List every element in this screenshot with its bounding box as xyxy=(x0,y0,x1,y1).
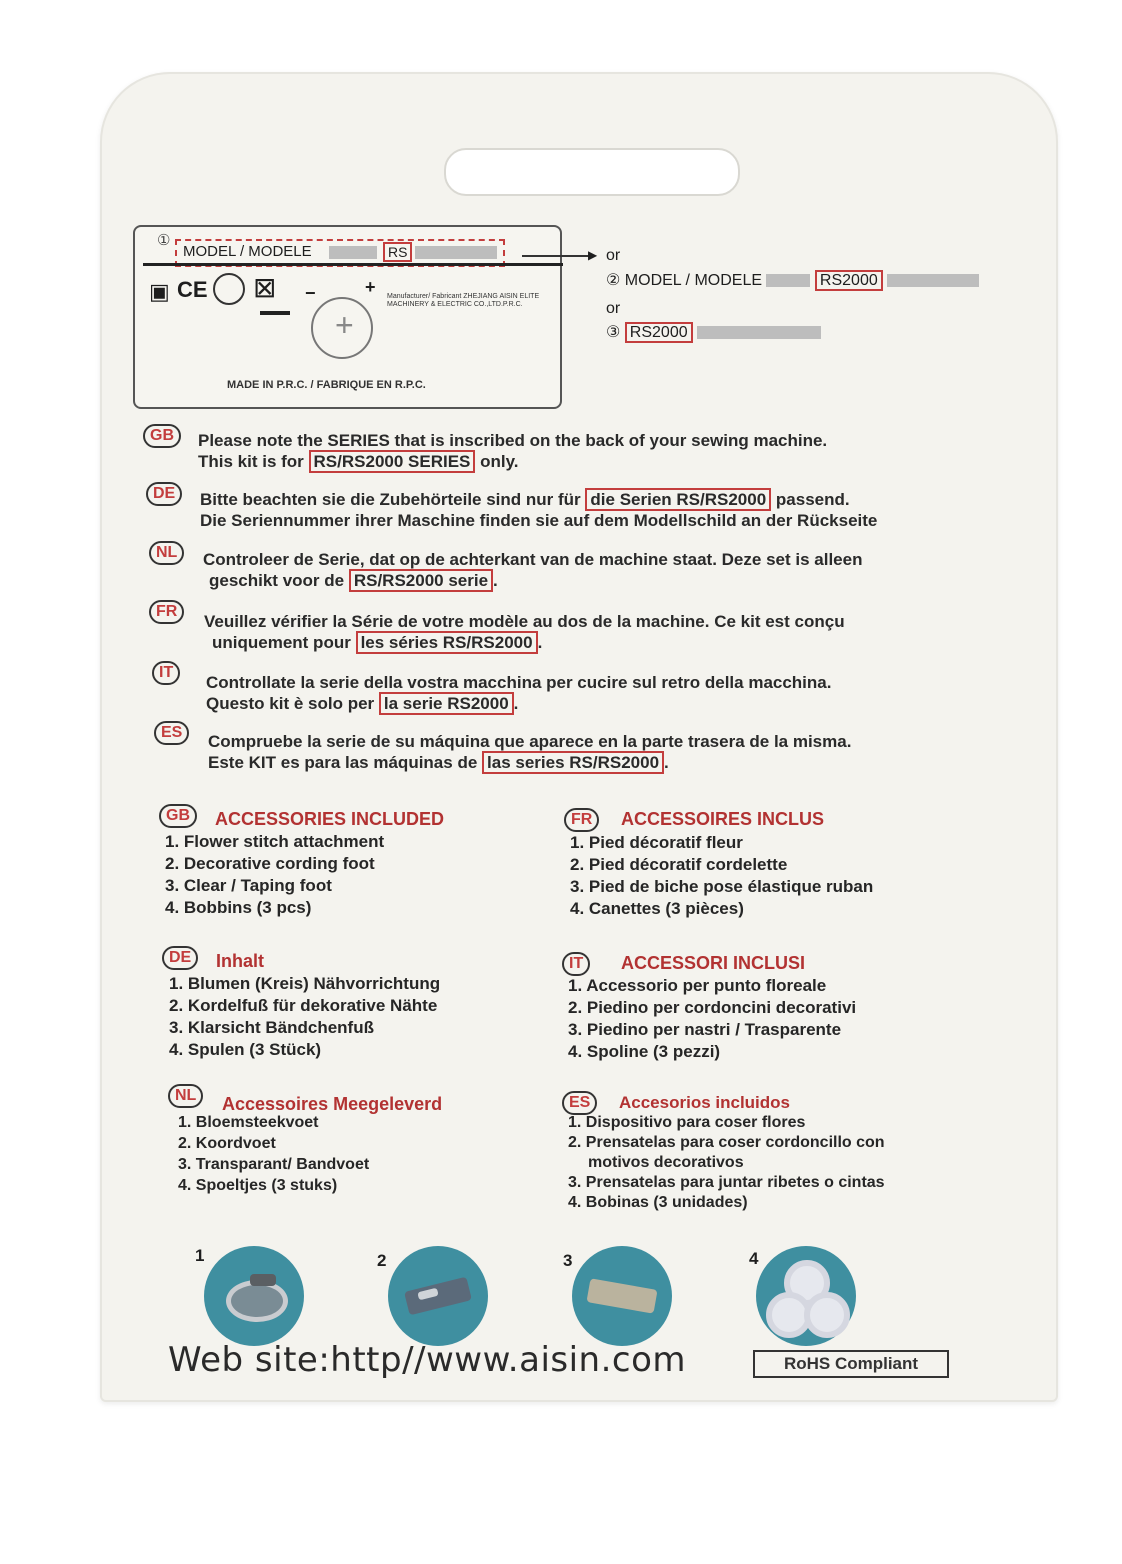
list-item: 1. Blumen (Kreis) Nähvorrichtung xyxy=(169,974,441,993)
image-number-1: 1 xyxy=(195,1246,205,1265)
model-code: RS xyxy=(383,242,412,262)
accessories-list-fr xyxy=(570,832,873,920)
bobbins-icon xyxy=(756,1246,856,1346)
redacted-bar xyxy=(766,274,810,287)
list-item: 3. Prensatelas para juntar ribetes o cintas xyxy=(568,1174,885,1191)
dial-plus-icon: + xyxy=(335,307,354,343)
list-item: 3. Clear / Taping foot xyxy=(165,876,332,895)
flag-fr-accessories: FR xyxy=(564,808,599,832)
arrow-line xyxy=(522,255,594,257)
list-item: 1. Flower stitch attachment xyxy=(165,832,385,851)
redacted-bar xyxy=(887,274,979,287)
flag-nl-accessories: NL xyxy=(168,1084,203,1108)
note-it xyxy=(206,672,831,714)
image-number-4: 4 xyxy=(749,1249,759,1268)
list-item: 2. Piedino per cordoncini decorativi xyxy=(568,998,857,1017)
class-ii-icon: ▣ xyxy=(149,279,170,304)
flag-gb-accessories: GB xyxy=(159,804,197,828)
alt-model-label: MODEL / MODELE xyxy=(624,272,763,289)
made-in: MADE IN P.R.C. / FABRIQUE EN R.P.C. xyxy=(227,379,426,391)
note-line: passend. xyxy=(775,490,850,509)
list-item: 1. Bloemsteekvoet xyxy=(178,1114,319,1131)
list-item: 3. Piedino per nastri / Trasparente xyxy=(568,1020,842,1039)
list-item: 1. Pied décoratif fleur xyxy=(570,833,743,852)
series-highlight: las series RS/RS2000 xyxy=(482,751,664,774)
note-gb xyxy=(198,430,827,472)
note-line: This kit is for xyxy=(198,452,304,471)
website-text: Web site:http//www.aisin.com xyxy=(168,1340,687,1380)
or-1: or xyxy=(606,247,621,264)
note-line: Este KIT es para las máquinas de xyxy=(208,753,478,772)
series-highlight: la serie RS2000 xyxy=(379,692,514,715)
accessories-list-nl xyxy=(178,1112,369,1196)
ce-mark-icon: CE xyxy=(177,277,208,302)
series-highlight: RS/RS2000 serie xyxy=(349,569,493,592)
list-item: 4. Spoeltjes (3 stuks) xyxy=(178,1177,338,1194)
list-item: 1. Dispositivo para coser flores xyxy=(568,1114,806,1131)
accessories-list-de xyxy=(169,973,440,1061)
plus-sign: + xyxy=(365,277,376,297)
series-highlight: RS/RS2000 SERIES xyxy=(309,450,476,473)
weee-bin-icon: ⊠ xyxy=(253,272,277,303)
note-line: Controleer de Serie, dat op de achterkant van de machine staat. Deze set is alleen xyxy=(203,550,863,569)
note-line: . xyxy=(493,571,498,590)
note-line: only. xyxy=(480,452,519,471)
flag-de-accessories: DE xyxy=(162,946,198,970)
accessories-title-es: Accesorios incluidos xyxy=(619,1093,790,1112)
redacted-bar xyxy=(329,246,377,259)
alt-model-2 xyxy=(606,270,979,290)
flag-it: IT xyxy=(152,661,180,685)
flag-gb: GB xyxy=(143,424,181,448)
redacted-bar xyxy=(415,246,497,259)
certification-icon xyxy=(213,273,245,305)
list-item: 1. Accessorio per punto floreale xyxy=(568,976,827,995)
note-es xyxy=(208,731,851,773)
list-item: 4. Spoline (3 pezzi) xyxy=(568,1042,721,1061)
accessories-title-fr: ACCESSOIRES INCLUS xyxy=(621,809,825,829)
series-highlight: die Serien RS/RS2000 xyxy=(585,488,771,511)
list-item: 4. Bobinas (3 unidades) xyxy=(568,1194,748,1211)
list-item: 3. Transparant/ Bandvoet xyxy=(178,1156,370,1173)
redacted-bar xyxy=(697,326,821,339)
note-line: Compruebe la serie de su máquina que aparece en la parte trasera de la misma. xyxy=(208,732,852,751)
note-line: uniquement pour xyxy=(212,633,351,652)
circled-two: ② xyxy=(606,272,621,289)
accessories-title-nl: Accessoires Meegeleverd xyxy=(222,1094,443,1114)
list-item: 2. Koordvoet xyxy=(178,1135,276,1152)
list-item: 4. Canettes (3 pièces) xyxy=(570,899,744,918)
weee-bar xyxy=(260,311,290,315)
rohs-badge: RoHS Compliant xyxy=(753,1350,949,1378)
image-number-2: 2 xyxy=(377,1251,387,1270)
list-item: 3. Klarsicht Bändchenfuß xyxy=(169,1018,374,1037)
cording-foot-icon xyxy=(388,1246,488,1346)
circled-three: ③ xyxy=(606,324,621,341)
note-line: Die Seriennummer ihrer Maschine finden sie auf dem Modellschild an der Rückseite xyxy=(200,511,878,530)
rating-label xyxy=(133,225,562,409)
circled-one: ① xyxy=(157,232,171,249)
note-fr xyxy=(204,611,845,653)
note-line: Please note the SERIES that is inscribed on the back of your sewing machine. xyxy=(198,431,828,450)
hang-hole xyxy=(444,148,740,196)
accessories-title-de: Inhalt xyxy=(216,951,264,971)
arrow-head-icon: ▶ xyxy=(588,248,598,262)
minus-sign: − xyxy=(305,283,316,303)
note-de xyxy=(200,489,877,531)
alt-model-code-3: RS2000 xyxy=(625,322,693,343)
flower-stitch-attachment-icon xyxy=(204,1246,304,1346)
list-item: 3. Pied de biche pose élastique ruban xyxy=(570,877,874,896)
note-line: . xyxy=(513,694,519,713)
list-item: 4. Spulen (3 Stück) xyxy=(169,1040,322,1059)
list-item: 2. Kordelfuß für dekorative Nähte xyxy=(169,996,438,1015)
accessories-title-it: ACCESSORI INCLUSI xyxy=(621,953,806,973)
note-line: . xyxy=(537,633,543,652)
note-line: Bitte beachten sie die Zubehörteile sind nur für xyxy=(200,490,581,509)
accessories-title-gb: ACCESSORIES INCLUDED xyxy=(215,809,445,829)
model-label: MODEL / MODELE xyxy=(183,243,312,260)
note-line: geschikt voor de xyxy=(209,571,345,590)
accessories-list-es xyxy=(568,1113,885,1213)
manufacturer-text xyxy=(387,293,547,309)
alt-model-code-2: RS2000 xyxy=(815,270,883,291)
flag-es: ES xyxy=(154,721,189,745)
list-item: 4. Bobbins (3 pcs) xyxy=(165,898,312,917)
flag-nl: NL xyxy=(149,541,184,565)
flag-fr: FR xyxy=(149,600,184,624)
taping-foot-icon xyxy=(572,1246,672,1346)
note-nl xyxy=(203,549,862,591)
note-line: Controllate la serie della vostra macchina per cucire sul retro della macchina. xyxy=(206,673,832,692)
flag-de: DE xyxy=(146,482,182,506)
note-line: . xyxy=(664,753,669,772)
note-line: Questo kit è solo per xyxy=(206,694,375,713)
list-item: 2. Prensatelas para coser cordoncillo con xyxy=(568,1134,885,1151)
or-2: or xyxy=(606,300,621,317)
manufacturer-name: ZHEJIANG AISIN ELITE MACHINERY & ELECTRIC CO.,LTD.P.R.C. xyxy=(387,293,540,308)
note-line: Veuillez vérifier la Série de votre modèle au dos de la machine. Ce kit est conçu xyxy=(204,612,845,631)
flag-it-accessories: IT xyxy=(562,952,590,976)
alt-model-3 xyxy=(606,322,821,342)
series-highlight: les séries RS/RS2000 xyxy=(356,631,538,654)
image-number-3: 3 xyxy=(563,1251,573,1270)
accessories-list-gb xyxy=(165,831,384,919)
divider xyxy=(143,263,563,266)
flag-es-accessories: ES xyxy=(562,1091,597,1115)
list-item: 2. Decorative cording foot xyxy=(165,854,375,873)
accessories-list-it xyxy=(568,975,856,1063)
manufacturer-prefix: Manufacturer/ Fabricant xyxy=(387,293,462,300)
list-item: motivos decorativos xyxy=(588,1154,744,1171)
list-item: 2. Pied décoratif cordelette xyxy=(570,855,788,874)
